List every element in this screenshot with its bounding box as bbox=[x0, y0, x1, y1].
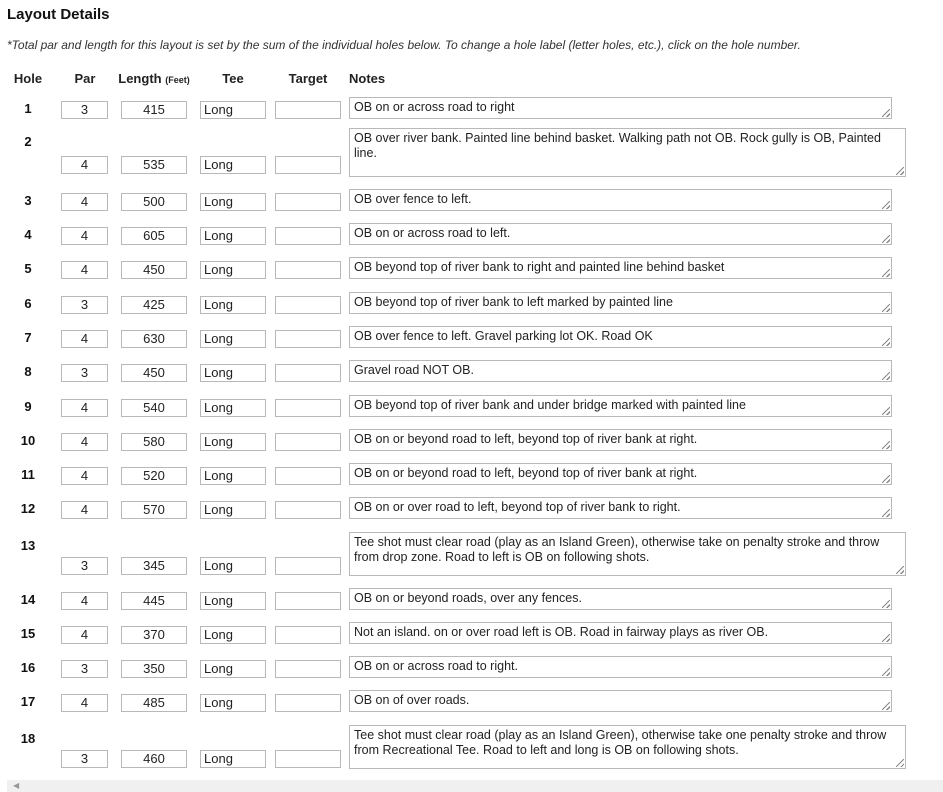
target-input[interactable] bbox=[275, 330, 341, 348]
table-row bbox=[0, 292, 943, 314]
notes-text: Not an island. on or over road left is OB. Road in fairway plays as river OB. bbox=[354, 625, 769, 639]
table-row bbox=[0, 257, 943, 279]
tee-input[interactable]: Long bbox=[200, 750, 266, 768]
resize-grip-icon[interactable] bbox=[882, 269, 890, 277]
header-length-unit: (Feet) bbox=[165, 75, 190, 85]
tee-input[interactable]: Long bbox=[200, 261, 266, 279]
tee-input[interactable]: Long bbox=[200, 364, 266, 382]
tee-input[interactable]: Long bbox=[200, 156, 266, 174]
notes-text: OB on or beyond roads, over any fences. bbox=[354, 591, 582, 605]
notes-textarea[interactable] bbox=[349, 223, 892, 245]
resize-grip-icon[interactable] bbox=[882, 475, 890, 483]
notes-textarea[interactable] bbox=[349, 395, 892, 417]
target-input[interactable] bbox=[275, 364, 341, 382]
notes-textarea[interactable] bbox=[349, 189, 892, 211]
length-input[interactable]: 450 bbox=[121, 364, 187, 382]
notes-textarea[interactable] bbox=[349, 429, 892, 451]
tee-input[interactable]: Long bbox=[200, 433, 266, 451]
resize-grip-icon[interactable] bbox=[896, 167, 904, 175]
notes-textarea[interactable] bbox=[349, 257, 892, 279]
notes-textarea[interactable] bbox=[349, 360, 892, 382]
resize-grip-icon[interactable] bbox=[882, 600, 890, 608]
notes-text: OB over fence to left. bbox=[354, 192, 472, 206]
hole-number-link[interactable]: 11 bbox=[21, 467, 35, 482]
resize-grip-icon[interactable] bbox=[882, 201, 890, 209]
length-input[interactable]: 605 bbox=[121, 227, 187, 245]
info-note: *Total par and length for this layout is set by the sum of the individual holes below. To change a hole label (letter holes, etc.), click on the hole number. bbox=[7, 38, 801, 52]
header-length-label: Length bbox=[118, 71, 162, 86]
notes-textarea[interactable] bbox=[349, 292, 892, 314]
par-input[interactable]: 4 bbox=[61, 433, 108, 451]
table-row bbox=[0, 97, 943, 119]
hole-number-link[interactable]: 6 bbox=[24, 296, 32, 311]
length-input[interactable]: 580 bbox=[121, 433, 187, 451]
length-input[interactable]: 630 bbox=[121, 330, 187, 348]
notes-text: Tee shot must clear road (play as an Island Green), otherwise take one penalty stroke and throw from Recreational Tee. Road to left and long is OB on following shots. bbox=[354, 728, 887, 757]
resize-grip-icon[interactable] bbox=[882, 304, 890, 312]
notes-textarea[interactable] bbox=[349, 97, 892, 119]
notes-textarea[interactable] bbox=[349, 497, 892, 519]
hole-number-link[interactable]: 9 bbox=[24, 399, 32, 414]
table-row bbox=[0, 463, 943, 485]
length-input[interactable]: 520 bbox=[121, 467, 187, 485]
target-input[interactable] bbox=[275, 626, 341, 644]
target-input[interactable] bbox=[275, 156, 341, 174]
par-input[interactable]: 4 bbox=[61, 156, 108, 174]
tee-input[interactable]: Long bbox=[200, 101, 266, 119]
table-row bbox=[0, 690, 943, 712]
length-input[interactable]: 415 bbox=[121, 101, 187, 119]
resize-grip-icon[interactable] bbox=[882, 441, 890, 449]
tee-input[interactable]: Long bbox=[200, 193, 266, 211]
table-row bbox=[0, 622, 943, 644]
length-input[interactable]: 445 bbox=[121, 592, 187, 610]
tee-input[interactable]: Long bbox=[200, 501, 266, 519]
hole-number-link[interactable]: 3 bbox=[24, 193, 32, 208]
length-input[interactable]: 570 bbox=[121, 501, 187, 519]
par-input[interactable]: 4 bbox=[61, 592, 108, 610]
table-row bbox=[0, 360, 943, 382]
header-notes: Notes bbox=[349, 71, 386, 86]
tee-input[interactable]: Long bbox=[200, 227, 266, 245]
par-input[interactable]: 4 bbox=[61, 261, 108, 279]
hole-number-link[interactable]: 4 bbox=[24, 227, 32, 242]
notes-textarea[interactable] bbox=[349, 690, 892, 712]
resize-grip-icon[interactable] bbox=[896, 566, 904, 574]
length-input[interactable]: 425 bbox=[121, 296, 187, 314]
notes-text: OB on or over road to left, beyond top of river bank to right. bbox=[354, 500, 681, 514]
target-input[interactable] bbox=[275, 101, 341, 119]
table-row bbox=[0, 656, 943, 678]
par-input[interactable]: 3 bbox=[61, 101, 108, 119]
target-input[interactable] bbox=[275, 501, 341, 519]
target-input[interactable] bbox=[275, 467, 341, 485]
section-title: Layout Details bbox=[7, 6, 110, 23]
hole-number-link[interactable]: 14 bbox=[20, 592, 36, 607]
par-input[interactable]: 4 bbox=[61, 330, 108, 348]
notes-text: OB on or beyond road to left, beyond top of river bank at right. bbox=[354, 432, 698, 446]
target-input[interactable] bbox=[275, 694, 341, 712]
scroll-left-arrow-icon[interactable]: ◀ bbox=[13, 781, 20, 790]
par-input[interactable]: 4 bbox=[61, 193, 108, 211]
length-input[interactable]: 540 bbox=[121, 399, 187, 417]
notes-textarea[interactable] bbox=[349, 532, 906, 576]
notes-text: OB over river bank. Painted line behind basket. Walking path not OB. Rock gully is OB, Painted line. bbox=[354, 131, 881, 160]
resize-grip-icon[interactable] bbox=[882, 509, 890, 517]
length-input[interactable]: 460 bbox=[121, 750, 187, 768]
target-input[interactable] bbox=[275, 261, 341, 279]
par-input[interactable]: 4 bbox=[61, 694, 108, 712]
target-input[interactable] bbox=[275, 433, 341, 451]
notes-textarea[interactable] bbox=[349, 588, 892, 610]
target-input[interactable] bbox=[275, 660, 341, 678]
resize-grip-icon[interactable] bbox=[882, 634, 890, 642]
hole-number-link[interactable]: 17 bbox=[20, 694, 36, 709]
target-input[interactable] bbox=[275, 557, 341, 575]
tee-input[interactable]: Long bbox=[200, 330, 266, 348]
tee-input[interactable]: Long bbox=[200, 296, 266, 314]
par-input[interactable]: 3 bbox=[61, 364, 108, 382]
notes-text: OB beyond top of river bank to right and painted line behind basket bbox=[354, 260, 725, 274]
resize-grip-icon[interactable] bbox=[882, 235, 890, 243]
par-input[interactable]: 4 bbox=[61, 227, 108, 245]
hole-number-link[interactable]: 7 bbox=[24, 330, 32, 345]
table-row bbox=[0, 326, 943, 348]
table-row bbox=[0, 128, 943, 177]
table-row bbox=[0, 395, 943, 417]
par-input[interactable]: 3 bbox=[61, 557, 108, 575]
target-input[interactable] bbox=[275, 592, 341, 610]
par-input[interactable]: 4 bbox=[61, 399, 108, 417]
resize-grip-icon[interactable] bbox=[882, 338, 890, 346]
notes-textarea[interactable] bbox=[349, 463, 892, 485]
tee-input[interactable]: Long bbox=[200, 626, 266, 644]
par-input[interactable]: 4 bbox=[61, 626, 108, 644]
par-input[interactable]: 3 bbox=[61, 660, 108, 678]
resize-grip-icon[interactable] bbox=[882, 109, 890, 117]
par-input[interactable]: 4 bbox=[61, 501, 108, 519]
header-par: Par bbox=[74, 71, 96, 86]
hole-number-link[interactable]: 15 bbox=[20, 626, 36, 641]
target-input[interactable] bbox=[275, 227, 341, 245]
hole-number-link[interactable]: 13 bbox=[20, 538, 36, 553]
notes-text: OB on or across road to right. bbox=[354, 659, 518, 673]
hole-number-link[interactable]: 2 bbox=[24, 134, 32, 149]
header-length bbox=[114, 71, 194, 86]
target-input[interactable] bbox=[275, 750, 341, 768]
length-input[interactable]: 535 bbox=[121, 156, 187, 174]
notes-text: OB on of over roads. bbox=[354, 693, 470, 707]
hole-number-link[interactable]: 12 bbox=[20, 501, 36, 516]
header-target: Target bbox=[288, 71, 328, 86]
header-hole: Hole bbox=[13, 71, 43, 86]
length-input[interactable]: 450 bbox=[121, 261, 187, 279]
table-row bbox=[0, 189, 943, 211]
target-input[interactable] bbox=[275, 296, 341, 314]
resize-grip-icon[interactable] bbox=[882, 407, 890, 415]
length-input[interactable]: 485 bbox=[121, 694, 187, 712]
target-input[interactable] bbox=[275, 399, 341, 417]
notes-text: OB on or beyond road to left, beyond top of river bank at right. bbox=[354, 466, 698, 480]
tee-input[interactable]: Long bbox=[200, 592, 266, 610]
resize-grip-icon[interactable] bbox=[882, 702, 890, 710]
hole-number-link[interactable]: 16 bbox=[20, 660, 36, 675]
notes-textarea[interactable] bbox=[349, 326, 892, 348]
length-input[interactable]: 500 bbox=[121, 193, 187, 211]
notes-text: OB on or across road to right bbox=[354, 100, 515, 114]
hole-number-link[interactable]: 10 bbox=[20, 433, 36, 448]
notes-text: OB beyond top of river bank and under bridge marked with painted line bbox=[354, 398, 746, 412]
par-input[interactable]: 4 bbox=[61, 467, 108, 485]
table-row bbox=[0, 497, 943, 519]
par-input[interactable]: 3 bbox=[61, 750, 108, 768]
notes-textarea[interactable] bbox=[349, 725, 906, 769]
tee-input[interactable]: Long bbox=[200, 694, 266, 712]
notes-text: OB beyond top of river bank to left marked by painted line bbox=[354, 295, 673, 309]
resize-grip-icon[interactable] bbox=[882, 372, 890, 380]
table-row bbox=[0, 588, 943, 610]
notes-textarea[interactable] bbox=[349, 128, 906, 177]
tee-input[interactable]: Long bbox=[200, 557, 266, 575]
table-row bbox=[0, 429, 943, 451]
tee-input[interactable]: Long bbox=[200, 467, 266, 485]
table-row bbox=[0, 223, 943, 245]
notes-text: Tee shot must clear road (play as an Island Green), otherwise take on penalty stroke and throw from drop zone. Road to left is OB on following shots. bbox=[354, 535, 880, 564]
resize-grip-icon[interactable] bbox=[882, 668, 890, 676]
tee-input[interactable]: Long bbox=[200, 660, 266, 678]
hole-number-link[interactable]: 5 bbox=[24, 261, 32, 276]
notes-text: OB over fence to left. Gravel parking lot OK. Road OK bbox=[354, 329, 653, 343]
notes-text: Gravel road NOT OB. bbox=[354, 363, 474, 377]
tee-input[interactable]: Long bbox=[200, 399, 266, 417]
header-tee: Tee bbox=[222, 71, 244, 86]
par-input[interactable]: 3 bbox=[61, 296, 108, 314]
horizontal-scrollbar[interactable] bbox=[7, 780, 943, 792]
notes-textarea[interactable] bbox=[349, 622, 892, 644]
hole-number-link[interactable]: 1 bbox=[24, 101, 32, 116]
resize-grip-icon[interactable] bbox=[896, 759, 904, 767]
table-row bbox=[0, 532, 943, 576]
hole-number-link[interactable]: 18 bbox=[20, 731, 36, 746]
notes-textarea[interactable] bbox=[349, 656, 892, 678]
length-input[interactable]: 350 bbox=[121, 660, 187, 678]
target-input[interactable] bbox=[275, 193, 341, 211]
length-input[interactable]: 345 bbox=[121, 557, 187, 575]
table-row bbox=[0, 725, 943, 769]
length-input[interactable]: 370 bbox=[121, 626, 187, 644]
hole-number-link[interactable]: 8 bbox=[24, 364, 32, 379]
notes-text: OB on or across road to left. bbox=[354, 226, 511, 240]
